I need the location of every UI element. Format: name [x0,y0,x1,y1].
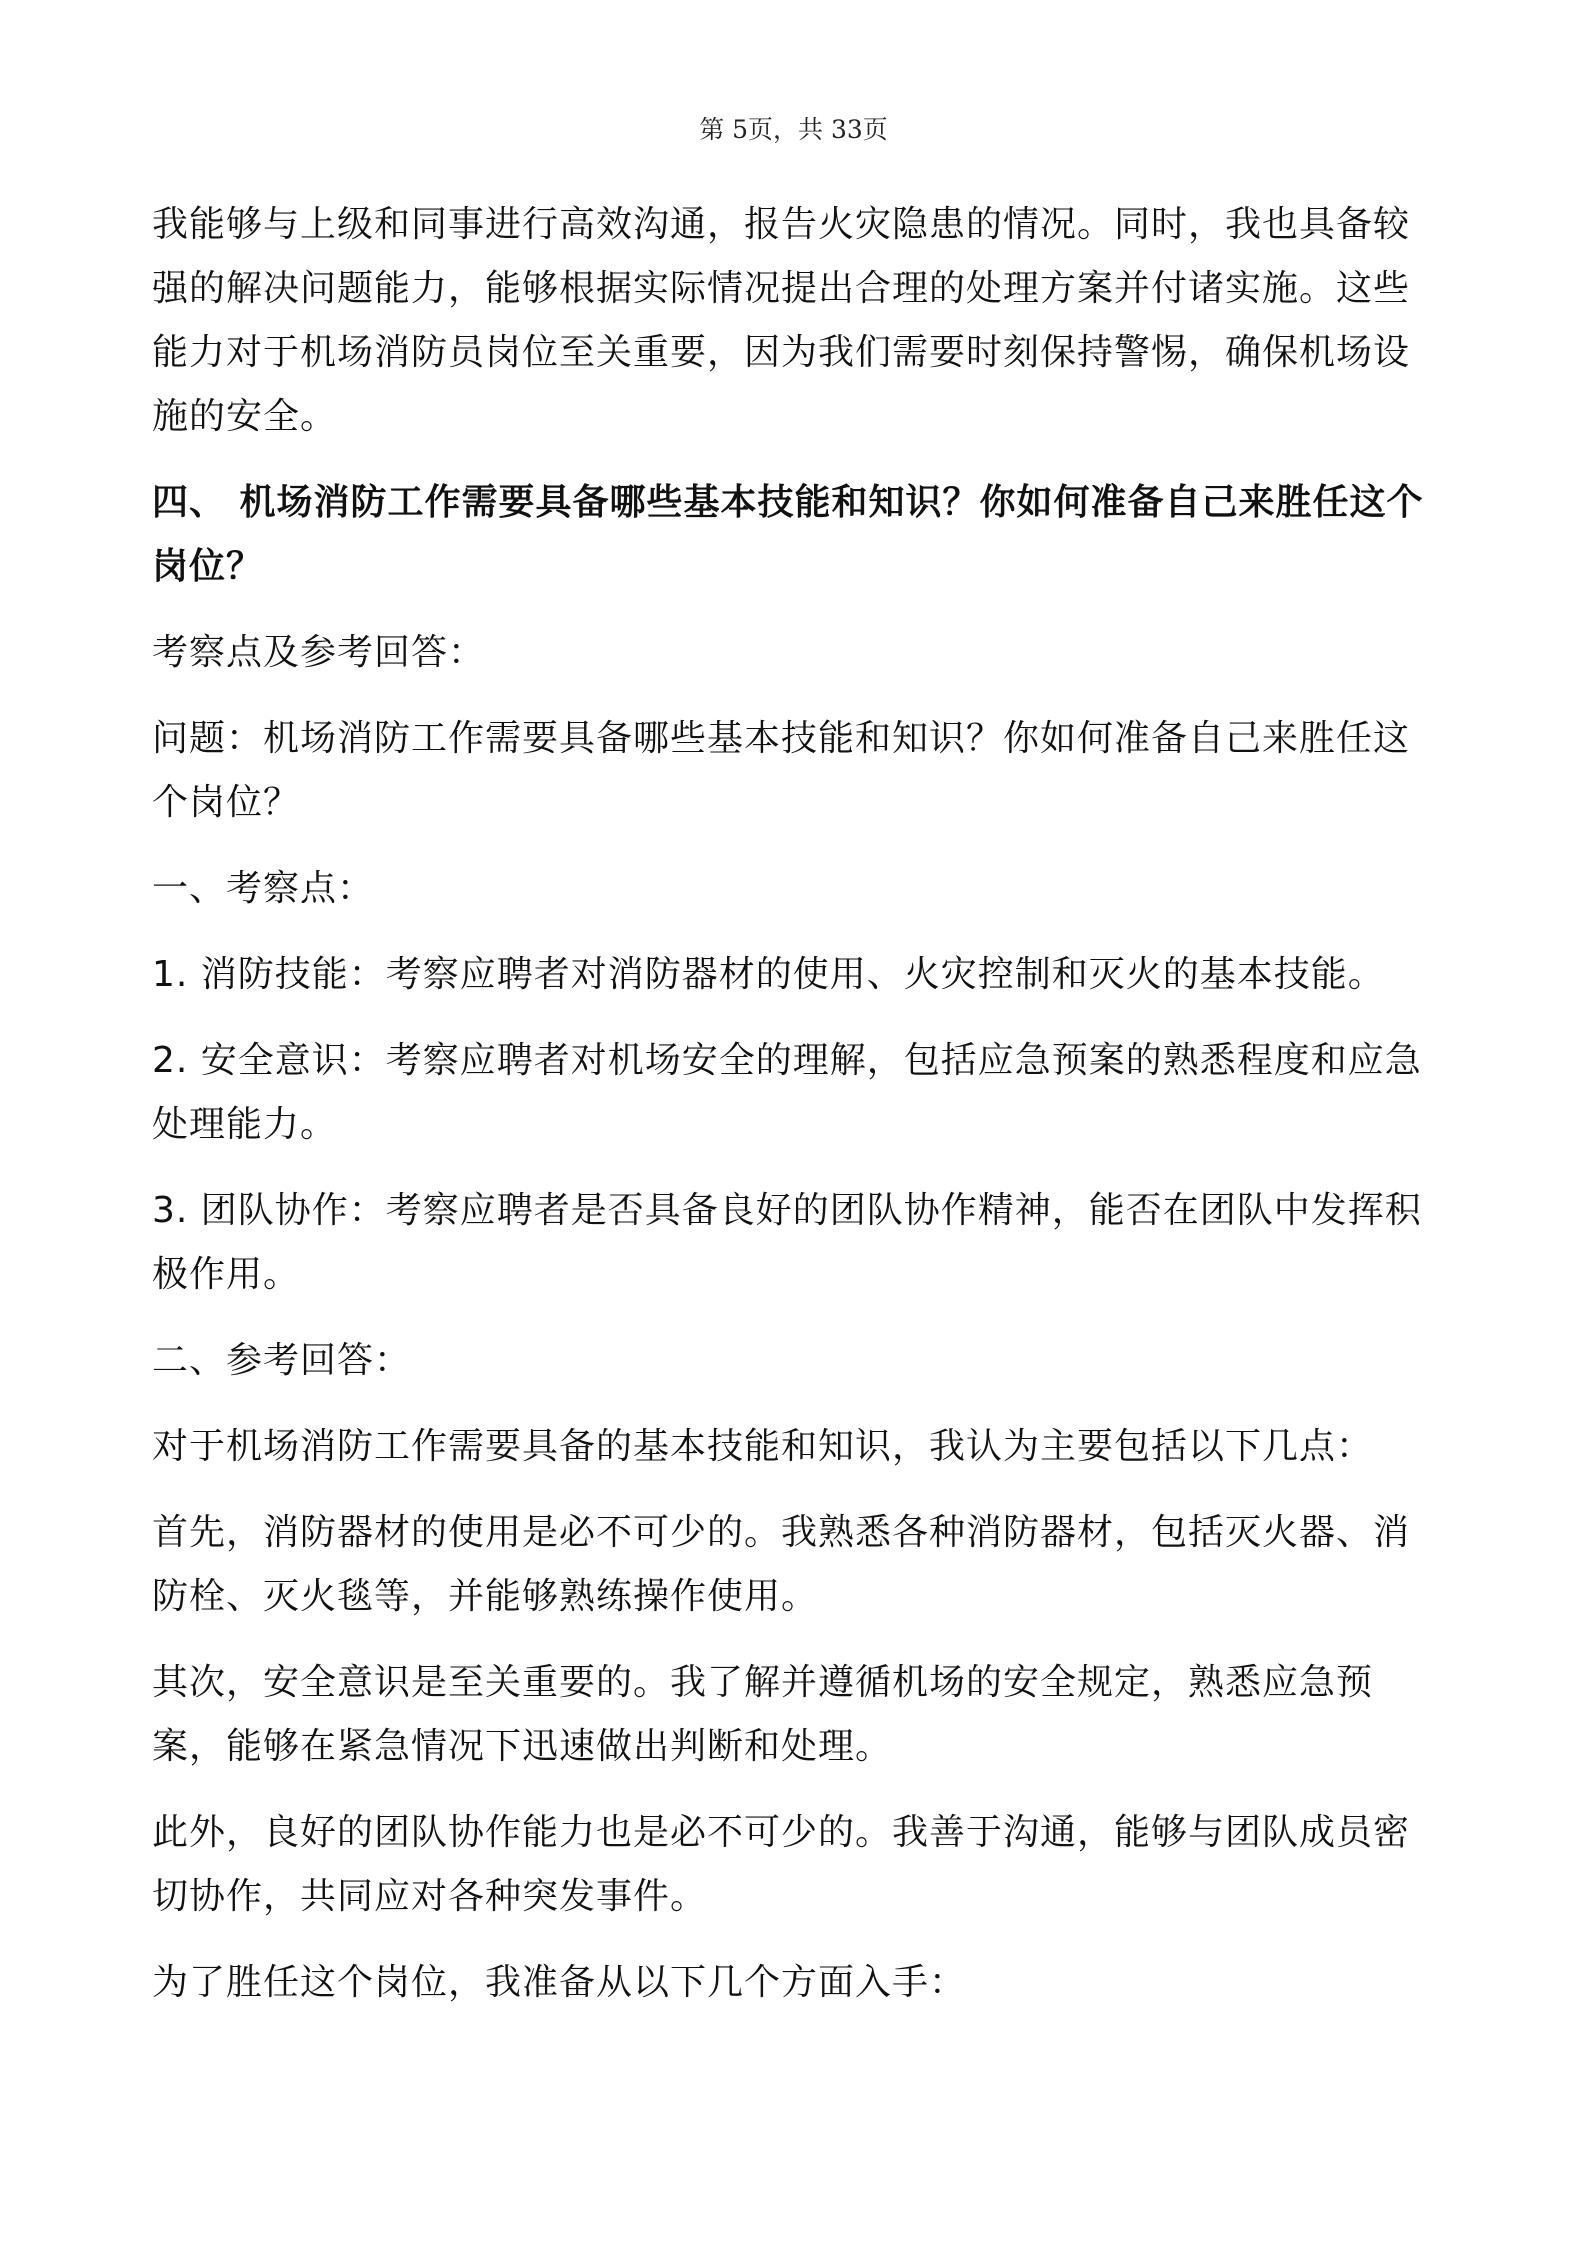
body-paragraph: 我能够与上级和同事进行高效沟通，报告火灾隐患的情况。同时，我也具备较强的解决问题能力，能够根据实际情况提出合理的处理方案并付诸实施。这些能力对于机场消防员岗位至关重要，因为我们需要时刻保持警惕，确保机场设施的安全。 [152,204,1411,437]
body-paragraph: 其次，安全意识是至关重要的。我了解并遵循机场的安全规定，熟悉应急预案，能够在紧急情况下迅速做出判断和处理。 [152,1662,1374,1767]
body-paragraph: 一、考察点： [152,868,375,909]
body-paragraph: 二、参考回答： [152,1340,412,1381]
section-heading: 四、 机场消防工作需要具备哪些基本技能和知识？你如何准备自己来胜任这个岗位？ [152,482,1424,587]
list-item: 3. 团队协作：考察应聘者是否具备良好的团队协作精神，能否在团队中发挥积极作用。 [152,1190,1422,1295]
page-number-header: 第 5页，共 33页 [699,115,888,144]
list-item: 1. 消防技能：考察应聘者对消防器材的使用、火灾控制和灭火的基本技能。 [152,954,1385,995]
document-body [152,193,1442,2037]
body-paragraph: 为了胜任这个岗位，我准备从以下几个方面入手： [152,1962,967,2003]
body-paragraph: 此外，良好的团队协作能力也是必不可少的。我善于沟通，能够与团队成员密切协作，共同应对各种突发事件。 [152,1812,1411,1917]
body-paragraph: 问题：机场消防工作需要具备哪些基本技能和知识？你如何准备自己来胜任这个岗位？ [152,718,1411,823]
list-item: 2. 安全意识：考察应聘者对机场安全的理解，包括应急预案的熟悉程度和应急处理能力。 [152,1040,1422,1145]
body-paragraph: 对于机场消防工作需要具备的基本技能和知识，我认为主要包括以下几点： [152,1426,1374,1467]
body-paragraph: 首先，消防器材的使用是必不可少的。我熟悉各种消防器材，包括灭火器、消防栓、灭火毯等，并能够熟练操作使用。 [152,1512,1411,1617]
body-paragraph: 考察点及参考回答： [152,632,486,673]
